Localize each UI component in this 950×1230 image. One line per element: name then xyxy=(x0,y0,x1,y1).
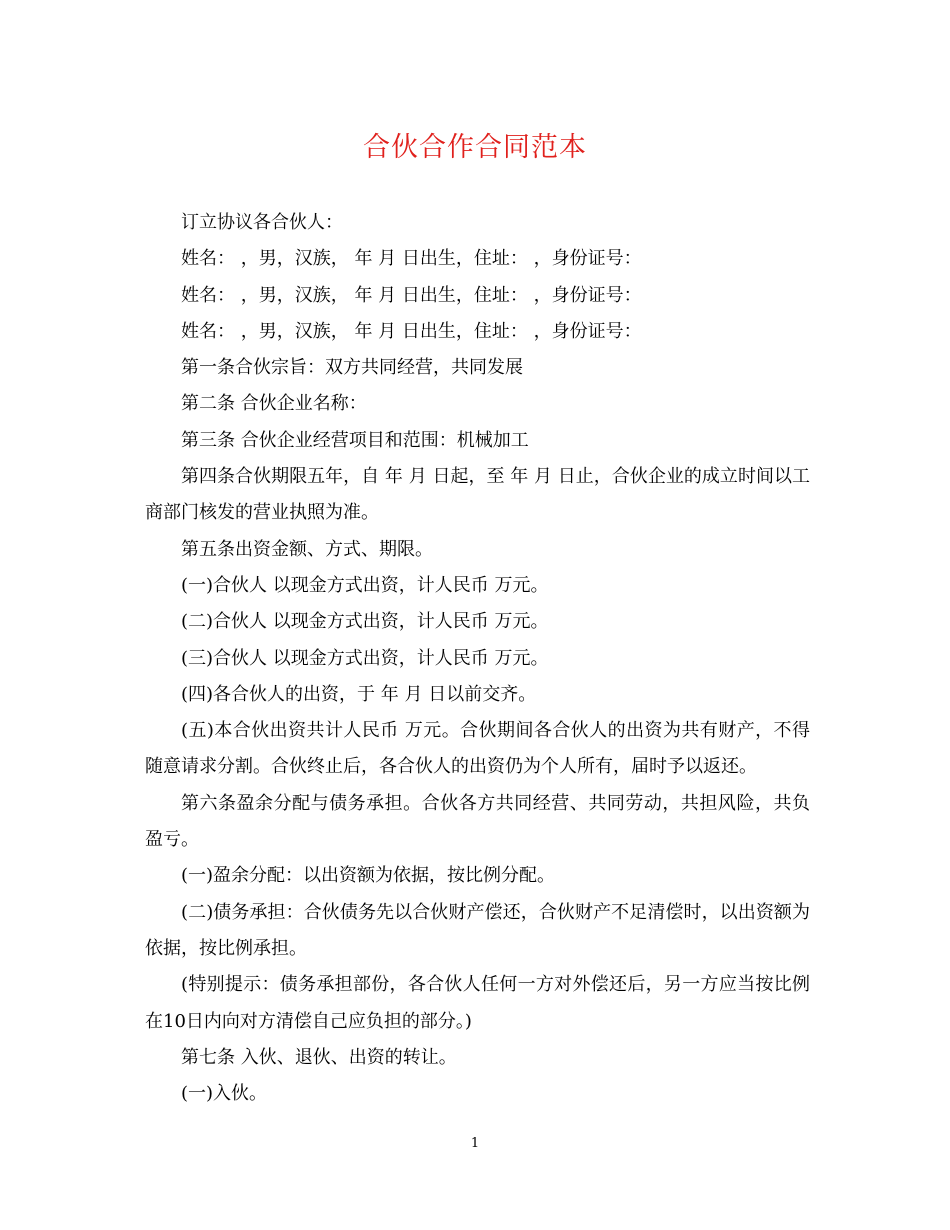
paragraph-article-6-item-1: (一)盈余分配：以出资额为依据，按比例分配。 xyxy=(181,865,556,887)
paragraph-article-2: 第二条 合伙企业名称： xyxy=(181,393,367,415)
paragraph-partner-2: 姓名： ，男，汉族， 年 月 日出生，住址： ，身份证号： xyxy=(181,284,642,306)
paragraph-article-5-item-1: (一)合伙人 以现金方式出资，计人民币 万元。 xyxy=(181,574,549,596)
paragraph-article-5-item-4: (四)各合伙人的出资，于 年 月 日以前交齐。 xyxy=(181,683,537,705)
paragraph-article-5: 第五条出资金额、方式、期限。 xyxy=(181,538,433,560)
paragraph-article-6-item-2: (二)债务承担：合伙债务先以合伙财产偿还，合伙财产不足清偿时，以出资额为依据，按比例承担。 xyxy=(145,901,810,959)
document-title: 合伙合作合同范本 xyxy=(363,132,587,163)
paragraph-article-5-item-2: (二)合伙人 以现金方式出资，计人民币 万元。 xyxy=(181,611,549,633)
paragraph-partner-3: 姓名： ，男，汉族， 年 月 日出生，住址： ，身份证号： xyxy=(181,320,642,342)
document-body xyxy=(145,205,810,1112)
paragraph-article-5-item-3: (三)合伙人 以现金方式出资，计人民币 万元。 xyxy=(181,647,549,669)
paragraph-special-note: (特别提示：债务承担部份，各合伙人任何一方对外偿还后，另一方应当按比例在10日内向对方清偿自己应负担的部分。) xyxy=(145,974,810,1032)
paragraph-article-1: 第一条合伙宗旨：双方共同经营，共同发展 xyxy=(181,357,523,379)
paragraph-partner-1: 姓名： ，男，汉族， 年 月 日出生，住址： ，身份证号： xyxy=(181,248,642,270)
page-number: 1 xyxy=(470,1136,480,1151)
paragraph-article-6: 第六条盈余分配与债务承担。合伙各方共同经营、共同劳动，共担风险，共负盈亏。 xyxy=(145,792,810,851)
paragraph-parties-intro: 订立协议各合伙人： xyxy=(181,212,343,233)
paragraph-article-3: 第三条 合伙企业经营项目和范围：机械加工 xyxy=(181,429,529,451)
paragraph-article-5-item-5: (五)本合伙出资共计人民币 万元。合伙期间各合伙人的出资为共有财产，不得随意请求分割。合伙终止后，各合伙人的出资仍为个人所有，届时予以返还。 xyxy=(145,720,810,778)
paragraph-article-7-item-1: (一)入伙。 xyxy=(181,1083,268,1105)
paragraph-article-7: 第七条 入伙、退伙、出资的转让。 xyxy=(181,1046,457,1068)
paragraph-article-4: 第四条合伙期限五年，自 年 月 日起，至 年 月 日止，合伙企业的成立时间以工商部门核发的营业执照为准。 xyxy=(145,466,810,524)
